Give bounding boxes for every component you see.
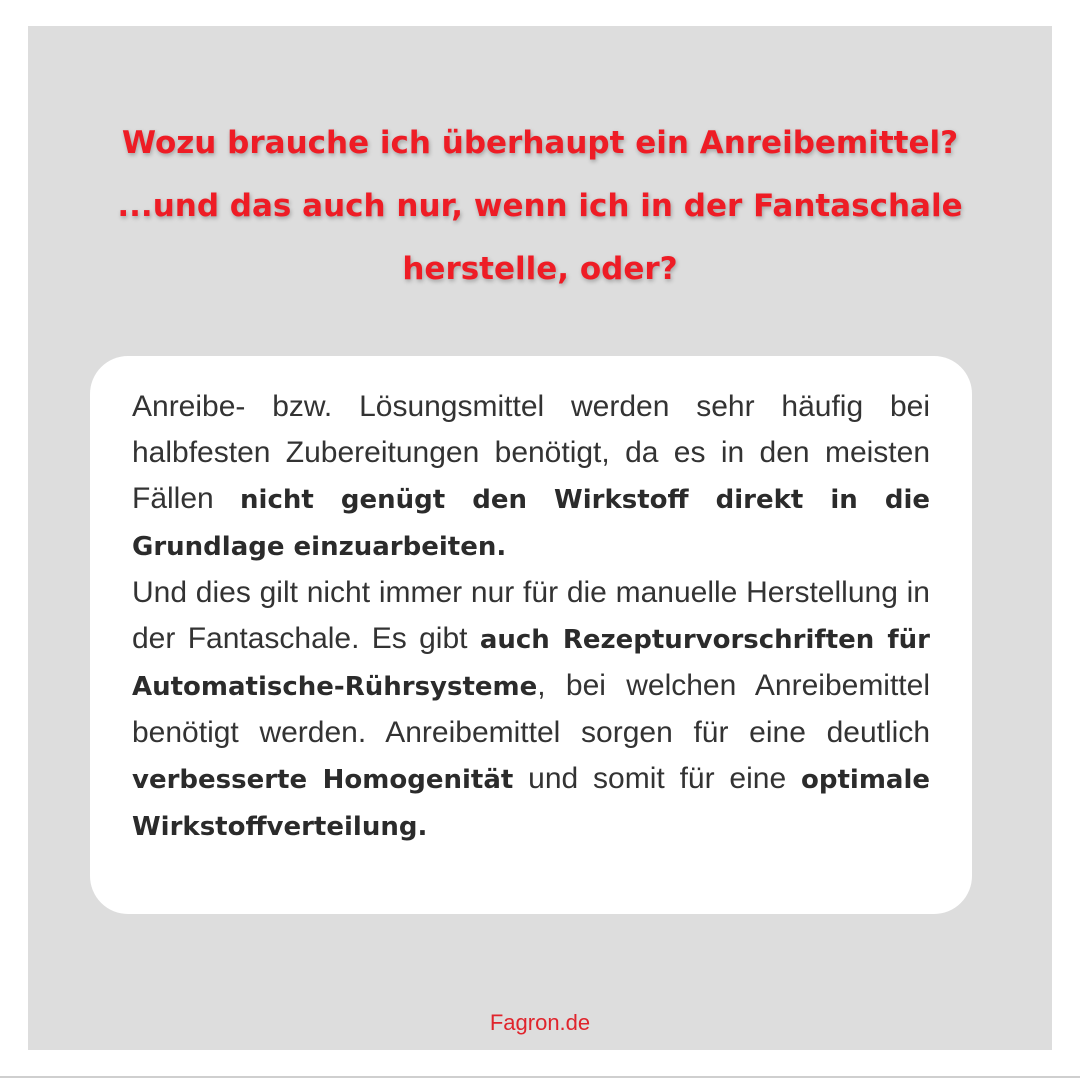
headline-line-2: ...und das auch nur, wenn ich in der Fantaschale [117, 188, 963, 224]
content-card [90, 356, 972, 914]
paragraph-2 [132, 570, 930, 850]
paragraph-2-text-b: , bei welchen Anreibemittel benötigt werden. Anreibemittel sorgen für eine deutlich [132, 669, 930, 749]
paragraph-2-emphasis-a: auch Rezepturvorschriften für Automatische-Rührsysteme [132, 625, 930, 702]
headline-line-3: herstelle, oder? [402, 251, 678, 287]
post-canvas [28, 26, 1052, 1050]
paragraph-2-text-a: Und dies gilt nicht immer nur für die manuelle Herstellung in der Fantaschale. Es gibt [132, 576, 930, 655]
paragraph-2-emphasis-b: verbesserte Homogenität [132, 765, 514, 795]
bottom-divider [0, 1076, 1080, 1078]
headline [28, 112, 1052, 301]
paragraph-2-text-c: und somit für eine [513, 762, 801, 795]
footer-brand-link[interactable]: Fagron.de [489, 1010, 591, 1035]
paragraph-2-emphasis-c: optimale Wirkstoffverteilung. [132, 765, 930, 842]
paragraph-1 [132, 384, 930, 570]
paragraph-1-emphasis: nicht genügt den Wirkstoff direkt in die Grundlage einzuarbeiten. [132, 485, 930, 562]
headline-line-1: Wozu brauche ich überhaupt ein Anreibemittel? [121, 125, 959, 161]
paragraph-1-text: Anreibe- bzw. Lösungsmittel werden sehr häufig bei halbfesten Zubereitungen benötigt, da es in den meisten Fällen [132, 390, 930, 515]
